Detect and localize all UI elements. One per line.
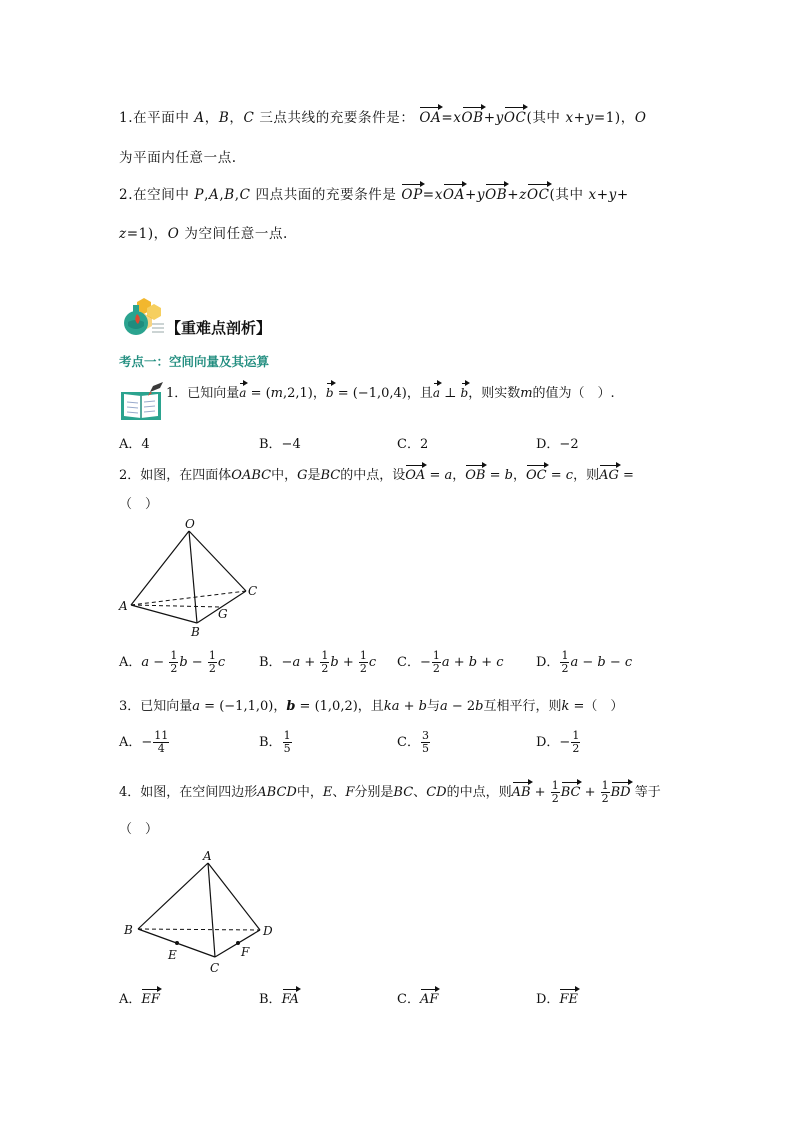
question-4-option-b[interactable]: B．FA — [259, 992, 299, 1007]
question-4-option-d[interactable]: D．FE — [536, 992, 578, 1007]
question-1-option-a[interactable]: A．4 — [119, 437, 150, 452]
intro-item-2-line-2: z=1)，O 为空间任意一点. — [119, 226, 288, 242]
kaodian-title: 考点一：空间向量及其运算 — [119, 354, 270, 369]
question-2-stem-line-2: （ ） — [119, 497, 159, 512]
question-3-option-d[interactable]: D．− $\frac{1}{2}$ — [536, 729, 580, 755]
quadrilateral-figure-abcd — [120, 845, 280, 980]
question-3-stem: 3．已知向量a = (−1,1,0)，b = (1,0,2)，且ka + b与a − 2b互相平行，则k =（ ） — [119, 699, 624, 714]
label-d: D — [263, 924, 273, 938]
intro-item-1-line-2: 为平面内任意一点. — [119, 150, 237, 166]
label-c: C — [210, 961, 220, 975]
intro-item-1-line-1: 1.在平面中 A，B，C 三点共线的充要条件是： OA=xOB+yOC(其中 x+y=1)，O — [119, 110, 647, 126]
label-f: F — [241, 945, 250, 959]
label-e: E — [168, 948, 177, 962]
flask-icon — [120, 296, 166, 336]
label-g: G — [218, 607, 228, 621]
label-o: O — [185, 517, 195, 531]
question-1-option-b[interactable]: B．−4 — [259, 437, 301, 452]
label-b: B — [124, 923, 133, 937]
question-1-option-c[interactable]: C．2 — [397, 437, 429, 452]
question-3-option-b[interactable]: B． $\frac{1}{5}$ — [259, 729, 291, 755]
book-pen-icon — [119, 382, 165, 422]
question-2-option-b[interactable]: B．−a + $\frac{1}{2}$ b + $\frac{1}{2}$ c — [259, 649, 377, 675]
tetrahedron-figure-oabc — [115, 515, 275, 640]
question-3-option-c[interactable]: C． $\frac{3}{5}$ — [397, 729, 429, 755]
section-title: 【重难点剖析】 — [166, 319, 272, 337]
intro-item-1-prefix: 1.在平面中 — [119, 110, 195, 126]
question-1-stem: 1．已知向量a = (m,2,1)，b = (−1,0,4)，且a ⊥ b，则实数m的值为（ ）. — [166, 386, 615, 401]
question-2-option-a[interactable]: A．a − $\frac{1}{2}$ b − $\frac{1}{2}$ c — [119, 649, 226, 675]
question-2-stem-line-1: 2．如图，在四面体OABC中，G是BC的中点，设OA = a，OB = b，OC = c，则AG = — [119, 468, 634, 483]
question-2-option-d[interactable]: D． $\frac{1}{2}$ a − b − c — [536, 649, 633, 675]
question-2-option-c[interactable]: C．− $\frac{1}{2}$ a + b + c — [397, 649, 504, 675]
label-a: A — [203, 849, 212, 863]
question-4-option-c[interactable]: C．AF — [397, 992, 439, 1007]
question-4-stem-line-1: 4．如图，在空间四边形ABCD中，E、F分别是BC、CD的中点，则AB + $\frac{1}{2}$ BC + $\frac{1}{2}$ BD 等于 — [119, 779, 661, 805]
label-c: C — [248, 584, 258, 598]
label-b: B — [191, 625, 200, 639]
label-a: A — [119, 599, 128, 613]
question-1-option-d[interactable]: D．−2 — [536, 437, 579, 452]
question-4-stem-line-2: （ ） — [119, 822, 159, 837]
intro-item-2-line-1: 2.在空间中 P,A,B,C 四点共面的充要条件是 OP=xOA+yOB+zOC(其中 x+y+ — [119, 187, 629, 203]
question-4-option-a[interactable]: A．EF — [119, 992, 160, 1007]
question-3-option-a[interactable]: A．− $\frac{11}{4}$ — [119, 729, 169, 755]
